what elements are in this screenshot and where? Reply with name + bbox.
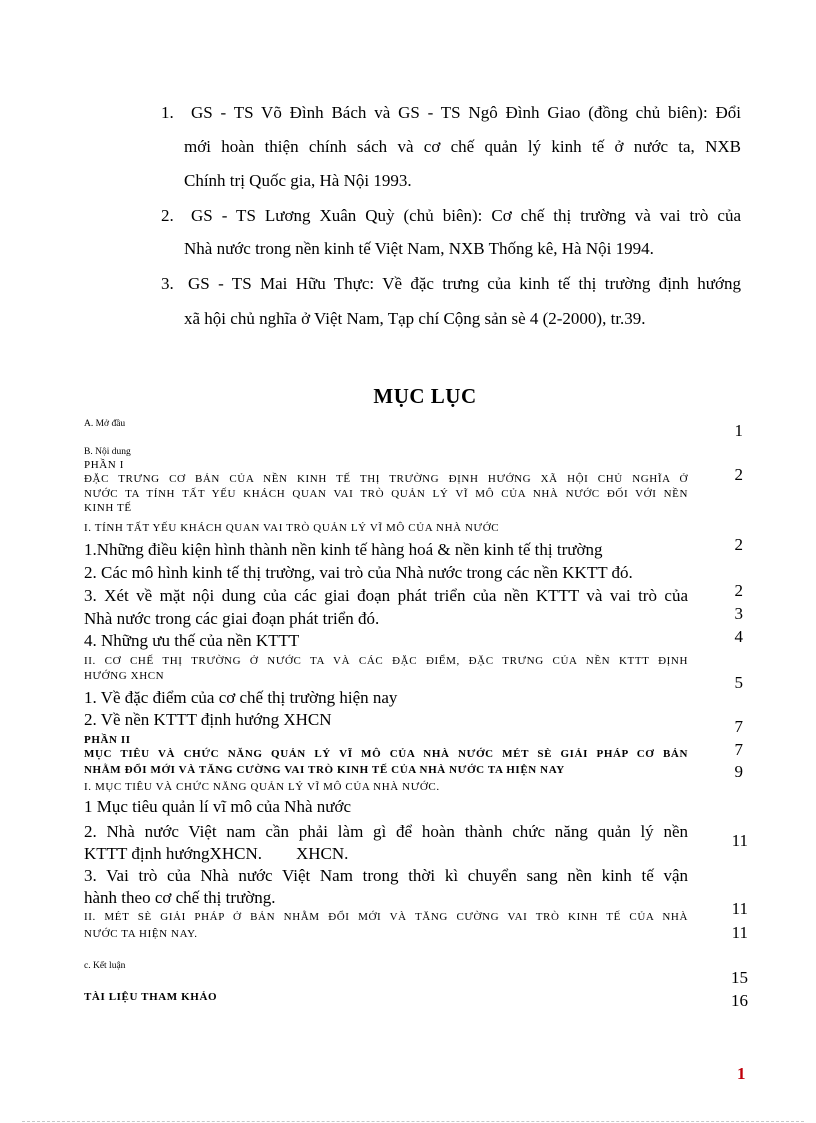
toc-page-number: 11 [731, 899, 748, 918]
toc-entry: A. Mở đầu [84, 419, 126, 429]
toc-entry: 4. Những ưu thế của nền KTTT [84, 631, 300, 650]
toc-page-number: 9 [734, 762, 743, 781]
toc-page-number: 4 [734, 627, 743, 646]
toc-entry: HƯỚNG XHCN [84, 670, 165, 682]
reference-line: mới hoàn thiện chính sách và cơ chế quản lý kinh tế ở nước ta, NXB [184, 137, 741, 156]
toc-entry: 1. Về đặc điểm của cơ chế thị trường hiện nay [84, 688, 398, 707]
toc-page-number: 16 [731, 991, 748, 1010]
toc-entry: 3. Vai trò của Nhà nước Việt Nam trong thời kì chuyển sang nền kinh tế vận [84, 866, 688, 885]
toc-page-number: 7 [734, 717, 743, 736]
toc-entry: 2. Nhà nước Việt nam cần phải làm gì để hoàn thành chức năng quản lý nền [84, 822, 688, 841]
reference-line: xã hội chủ nghĩa ở Việt Nam, Tạp chí Cộng sản sè 4 (2-2000), tr.39. [184, 309, 646, 328]
toc-title: MỤC LỤC [373, 384, 477, 408]
toc-page-number: 2 [734, 465, 743, 484]
reference-line: GS - TS Võ Đình Bách và GS - TS Ngô Đình Giao (đồng chủ biên): Đổi [191, 103, 741, 122]
reference-number: 1. [161, 103, 174, 122]
reference-number: 3. [161, 274, 174, 293]
toc-entry: II. MÉT SÈ GIẢI PHÁP Ở BẢN NHẰM ĐỔI MỚI VÀ TĂNG CƯỜNG VAI TRÒ KINH TẾ CỦA NHÀ [84, 911, 688, 923]
toc-entry: KINH TẾ [84, 502, 132, 514]
reference-line: GS - TS Mai Hữu Thực: Về đặc trưng của kinh tế thị trường định hướng [188, 274, 741, 293]
toc-entry: 2. Về nền KTTT định hướng XHCN [84, 710, 332, 729]
toc-entry: PHẦN I [84, 459, 124, 471]
page-number: 1 [737, 1064, 746, 1083]
toc-entry: PHẦN II [84, 734, 131, 746]
toc-entry: NƯỚC TA TÍNH TẤT YẾU KHÁCH QUAN VAI TRÒ QUẢN LÝ VĨ MÔ CỦA NHÀ NƯỚC ĐỐI VỚI NỀN [84, 488, 688, 500]
toc-entry: NHẰM ĐỔI MỚI VÀ TĂNG CƯỜNG VAI TRÒ KINH TẾ CỦA NHÀ NƯỚC TA HIỆN NAY [84, 764, 565, 776]
toc-entry: I. MỤC TIÊU VÀ CHỨC NĂNG QUẢN LÝ VĨ MÔ CỦA NHÀ NƯỚC. [84, 781, 440, 793]
reference-line: Nhà nước trong nền kinh tế Việt Nam, NXB Thống kê, Hà Nội 1994. [184, 239, 654, 258]
toc-entry: 1 Mục tiêu quản lí vĩ mô của Nhà nước [84, 797, 352, 816]
toc-page-number: 15 [731, 968, 748, 987]
toc-entry: II. CƠ CHẾ THỊ TRƯỜNG Ở NƯỚC TA VÀ CÁC ĐẶC ĐIỂM, ĐẶC TRƯNG CỦA NỀN KTTT ĐỊNH [84, 655, 688, 667]
toc-entry: 1.Những điều kiện hình thành nền kinh tế hàng hoá & nền kinh tế thị trường [84, 540, 603, 559]
toc-entry: hành theo cơ chế thị trường. [84, 888, 276, 907]
reference-line: Chính trị Quốc gia, Hà Nội 1993. [184, 171, 412, 190]
toc-page-number: 2 [734, 581, 743, 600]
toc-page-number: 7 [734, 740, 743, 759]
toc-page-number: 11 [731, 923, 748, 942]
toc-entry: KTTT định hướngXHCN. XHCN. [84, 844, 349, 863]
toc-entry: I. TÍNH TẤT YẾU KHÁCH QUAN VAI TRÒ QUẢN LÝ VĨ MÔ CỦA NHÀ NƯỚC [84, 522, 500, 534]
reference-number: 2. [161, 206, 174, 225]
toc-entry: 3. Xét về mặt nội dung của các giai đoạn phát triển của nền KTTT và vai trò của [84, 586, 688, 605]
toc-page-number: 3 [734, 604, 743, 623]
toc-entry: TÀI LIỆU THAM KHẢO [84, 991, 218, 1003]
page-boundary-divider [22, 1121, 804, 1122]
toc-entry: MỤC TIÊU VÀ CHỨC NĂNG QUẢN LÝ VĨ MÔ CỦA NHÀ NƯỚC MÉT SÈ GIẢI PHÁP CƠ BẢN [84, 748, 688, 760]
toc-entry: 2. Các mô hình kinh tế thị trường, vai trò của Nhà nước trong các nền KKTT đó. [84, 563, 633, 582]
toc-page-number: 11 [731, 831, 748, 850]
reference-line: GS - TS Lương Xuân Quỳ (chủ biên): Cơ chế thị trường và vai trò của [191, 206, 741, 225]
toc-page-number: 1 [734, 421, 743, 440]
toc-entry: ĐẶC TRƯNG CƠ BẢN CỦA NỀN KINH TẾ THỊ TRƯỜNG ĐỊNH HƯỚNG XÃ HỘI CHỦ NGHĨA Ở [84, 473, 688, 485]
toc-page-number: 5 [734, 673, 743, 692]
toc-entry: NƯỚC TA HIỆN NAY. [84, 928, 198, 940]
toc-page-number: 2 [734, 535, 743, 554]
toc-entry: Nhà nước trong các giai đoạn phát triển đó. [84, 609, 380, 628]
toc-entry: B. Nội dung [84, 447, 131, 457]
toc-entry: c. Kết luận [84, 961, 126, 971]
